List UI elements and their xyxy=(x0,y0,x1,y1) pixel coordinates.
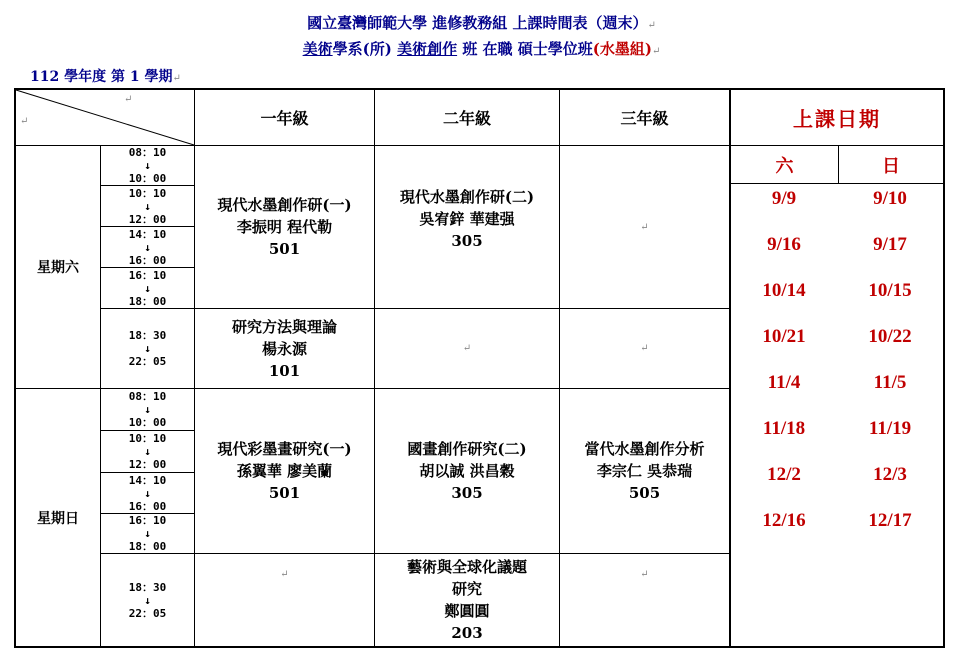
saturday-date: 10/21 xyxy=(762,326,806,347)
course-cell: 現代彩墨畫研究(一) 孫翼華 廖美蘭 501 xyxy=(217,440,352,502)
time-slot: 14：10 ↓ 16：00 xyxy=(128,473,167,513)
course-cell: 現代水墨創作研(二) 吳宥鋅 華建强 305 xyxy=(399,188,535,250)
sunday-date: 10/22 xyxy=(868,326,912,347)
saturday-date: 9/9 xyxy=(771,188,797,209)
saturday-date: 11/18 xyxy=(762,418,806,439)
saturday-date: 12/2 xyxy=(767,464,801,485)
course-cell: 當代水墨創作分析 李宗仁 吳恭瑞 505 xyxy=(584,440,705,502)
program-subtitle: 美術學系(所) 美術創作 班 在職 碩士學位班(水墨組)↵ xyxy=(302,40,661,58)
time-slot: 10：10 ↓ 12：00 xyxy=(128,432,167,471)
saturday-date: 10/14 xyxy=(762,280,806,301)
time-slot: 08：10 ↓ 10：00 xyxy=(128,146,167,185)
grade3-header: 三年級 xyxy=(620,109,669,128)
sunday-date: 9/17 xyxy=(873,234,907,255)
group-name: (水墨組) xyxy=(592,40,652,58)
time-slot: 10：10 ↓ 12：00 xyxy=(128,186,167,226)
sunday-date: 12/17 xyxy=(868,510,912,531)
sunday-date: 9/10 xyxy=(873,188,907,209)
schedule-table: ↵ ↵ 一年級 二年級 三年級 上課日期 六 日 星期六 星期日 08：10 ↓ 10：00 10：10 ↓ 12：00 14：10 ↓ 16：00 16：10 ↓ 18：00 18：30 ↓ 22：05 08：10 ↓ 10：00 10：10 ↓ 12：00 14：10 ↓ 16：00 16：10 ↓ 18：00 18：30 ↓ 22：05 現代水墨創作研(一) 李振明 程代勒 501 現代水墨創作研(二) 吳宥鋅 華建强 305 ↵ 研究方法與理論 楊永源 101 ↵ ↵ 現代彩墨畫研究(一) 孫翼華 廖美蘭 501 國畫創作研究(二) 胡以誠 洪昌穀 305 當代水墨創作分析 李宗仁 吳恭瑞 505 ↵ 藝術與全球化議題 研究 鄭圓圓 203 ↵ 9/9 9/10 9/16 9/17 10/14 10/15 10/21 10/22 11/4 11/5 11/18 11/19 12/2 12/3 12/16 12/17 xyxy=(14,88,945,648)
sunday-date: 11/5 xyxy=(873,372,907,393)
empty-cell: ↵ xyxy=(640,343,649,354)
saturday-date: 11/4 xyxy=(767,372,801,393)
empty-cell: ↵ xyxy=(640,221,649,233)
course-cell: 現代水墨創作研(一) 李振明 程代勒 501 xyxy=(217,196,352,258)
time-slot: 16：10 ↓ 18：00 xyxy=(128,514,167,553)
time-slot: 18：30 ↓ 22：05 xyxy=(128,329,167,368)
time-slot: 18：30 ↓ 22：05 xyxy=(128,580,167,620)
empty-cell: ↵ xyxy=(280,568,289,580)
page-title: 國立臺灣師範大學 進修教務組 上課時間表（週末）↵ xyxy=(307,14,656,32)
sunday-date: 12/3 xyxy=(873,464,907,485)
program-name: 美術創作 xyxy=(397,40,458,58)
grade1-header: 一年級 xyxy=(260,109,309,128)
sunday-label: 星期日 xyxy=(37,510,79,527)
empty-cell: ↵ xyxy=(462,343,472,354)
course-cell: 研究方法與理論 楊永源 101 xyxy=(231,317,337,380)
saturday-date: 12/16 xyxy=(762,510,806,531)
time-slot: 08：10 ↓ 10：00 xyxy=(128,390,167,429)
time-slot: 16：10 ↓ 18：00 xyxy=(128,268,167,308)
corner-diagonal xyxy=(14,88,195,146)
empty-cell: ↵ xyxy=(640,568,649,580)
grade2-header: 二年級 xyxy=(442,109,491,128)
saturday-label: 星期六 xyxy=(37,260,79,276)
department-name: 美術 xyxy=(302,40,333,58)
time-slot: 14：10 ↓ 16：00 xyxy=(128,227,167,267)
class-dates-header: 上課日期 xyxy=(793,107,881,131)
sunday-column-header: 日 xyxy=(882,155,900,177)
saturday-date: 9/16 xyxy=(767,234,801,255)
course-cell: 國畫創作研究(二) 胡以誠 洪昌穀 305 xyxy=(407,440,527,502)
sunday-date: 10/15 xyxy=(868,280,912,301)
academic-term: 112 學年度 第 1 學期↵ xyxy=(30,69,181,85)
sunday-date: 11/19 xyxy=(868,418,912,439)
course-cell: 藝術與全球化議題 研究 鄭圓圓 203 xyxy=(406,558,527,642)
saturday-column-header: 六 xyxy=(775,155,794,177)
